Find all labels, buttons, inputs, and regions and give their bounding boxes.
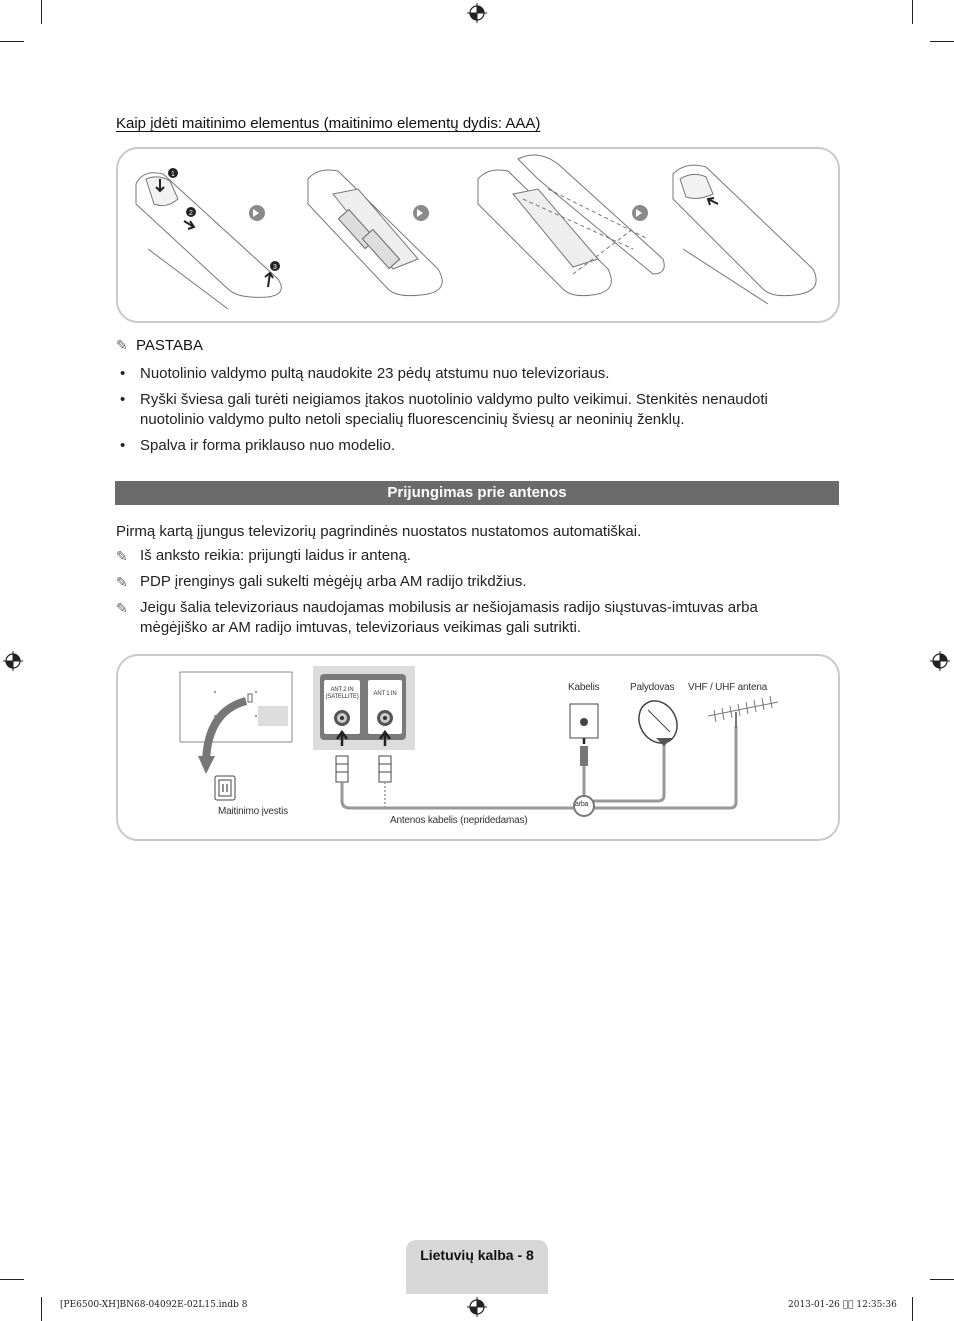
crop-mark [930, 1279, 954, 1280]
step-arrow-icon [632, 205, 648, 221]
satellite-dish-icon [631, 694, 684, 750]
pencil-note-icon: ✎ [116, 337, 128, 353]
list-item: • Spalva ir forma priklauso nuo modelio. [116, 436, 816, 456]
note-list [116, 364, 816, 462]
section-title-bar: Prijungimas prie antenos [115, 481, 839, 505]
ant1-label: ANT 1 IN [373, 691, 397, 697]
ant2-label: ANT 2 IN (SATELLITE) [325, 687, 359, 700]
file-info: [PE6500-XH]BN68-04092E-02L15.indb 8 [60, 1300, 248, 1310]
vhf-uhf-antenna-icon [708, 696, 778, 728]
antenna-ports-panel [313, 666, 415, 750]
or-label: arba [575, 801, 589, 808]
registration-mark-icon [930, 651, 950, 671]
registration-mark-icon [467, 3, 487, 23]
note-label: PASTABA [136, 337, 203, 354]
cable-label: Kabelis [568, 682, 600, 693]
registration-mark-icon [3, 651, 23, 671]
coax-connector-icon [379, 756, 391, 782]
coax-connector-icon [336, 756, 348, 782]
crop-mark [930, 41, 954, 42]
crop-mark [912, 1297, 913, 1321]
step-marker-1 [168, 168, 178, 178]
antenna-intro: Pirmą kartą įjungus televizorių pagrindinės nuostatos nustatomos automatiškai. [116, 523, 642, 540]
cable-outlet-icon [570, 704, 598, 766]
list-item: • Nuotolinio valdymo pultą naudokite 23 pėdų atstumu nuo televizoriaus. [116, 364, 816, 384]
registration-mark-icon [467, 1297, 487, 1317]
antenna-cable-label: Antenos kabelis (nepridedamas) [390, 815, 528, 826]
antenna-note-text: PDP įrenginys gali sukelti mėgėjų arba AM radijo trikdžius. [140, 573, 527, 590]
pencil-note-icon: ✎ [116, 600, 128, 616]
page-label: Lietuvių kalba - 8 [420, 1247, 534, 1263]
antenna-note [116, 572, 816, 593]
pencil-note-icon: ✎ [116, 574, 128, 590]
antenna-note-text: Jeigu šalia televizoriaus naudojamas mobilusis ar nešiojamasis radijo siųstuvas-imtuvas arba mėgėjiško ar AM radijo imtuvas, televizoriaus veikimas gali sutrikti. [140, 599, 758, 636]
crop-mark [912, 0, 913, 24]
ant2-port-icon [334, 710, 350, 726]
list-item: • Ryški šviesa gali turėti neigiamos įtakos nuotolinio valdymo pulto veikimui. Stenkitės nenaudoti nuotolinio valdymo pulto netoli specialių fluorescencinių šviesų ar neoninių ženklų. [116, 390, 816, 430]
step-arrow-icon [249, 205, 265, 221]
svg-text:3: 3 [273, 264, 277, 271]
svg-text:1: 1 [171, 171, 175, 178]
page-number-tab [406, 1240, 548, 1294]
antenna-diagram-panel [116, 654, 840, 841]
crop-mark [41, 1297, 42, 1321]
crop-mark [41, 0, 42, 24]
battery-illustration-panel [116, 147, 840, 323]
date-info: 2013-01-26 ￿￿ 12:35:36 [788, 1300, 897, 1310]
note-heading [116, 337, 203, 354]
antenna-note [116, 546, 816, 567]
power-input-label: Maitinimo įvestis [218, 806, 288, 817]
step-arrow-icon [413, 205, 429, 221]
antenna-label: VHF / UHF antena [688, 682, 768, 693]
ant1-port-icon [377, 710, 393, 726]
power-socket-icon [215, 776, 235, 800]
svg-text:2: 2 [189, 210, 193, 217]
antenna-note [116, 598, 816, 636]
crop-mark [0, 1279, 24, 1280]
antenna-note-text: Iš anksto reikia: prijungti laidus ir anteną. [140, 547, 411, 564]
battery-steps-illustration [118, 149, 838, 321]
crop-mark [0, 41, 24, 42]
step-marker-3 [270, 261, 280, 271]
battery-heading: Kaip įdėti maitinimo elementus (maitinimo elementų dydis: AAA) [116, 115, 541, 132]
satellite-label: Palydovas [630, 682, 675, 693]
pencil-note-icon: ✎ [116, 548, 128, 564]
step-marker-2 [186, 207, 196, 217]
